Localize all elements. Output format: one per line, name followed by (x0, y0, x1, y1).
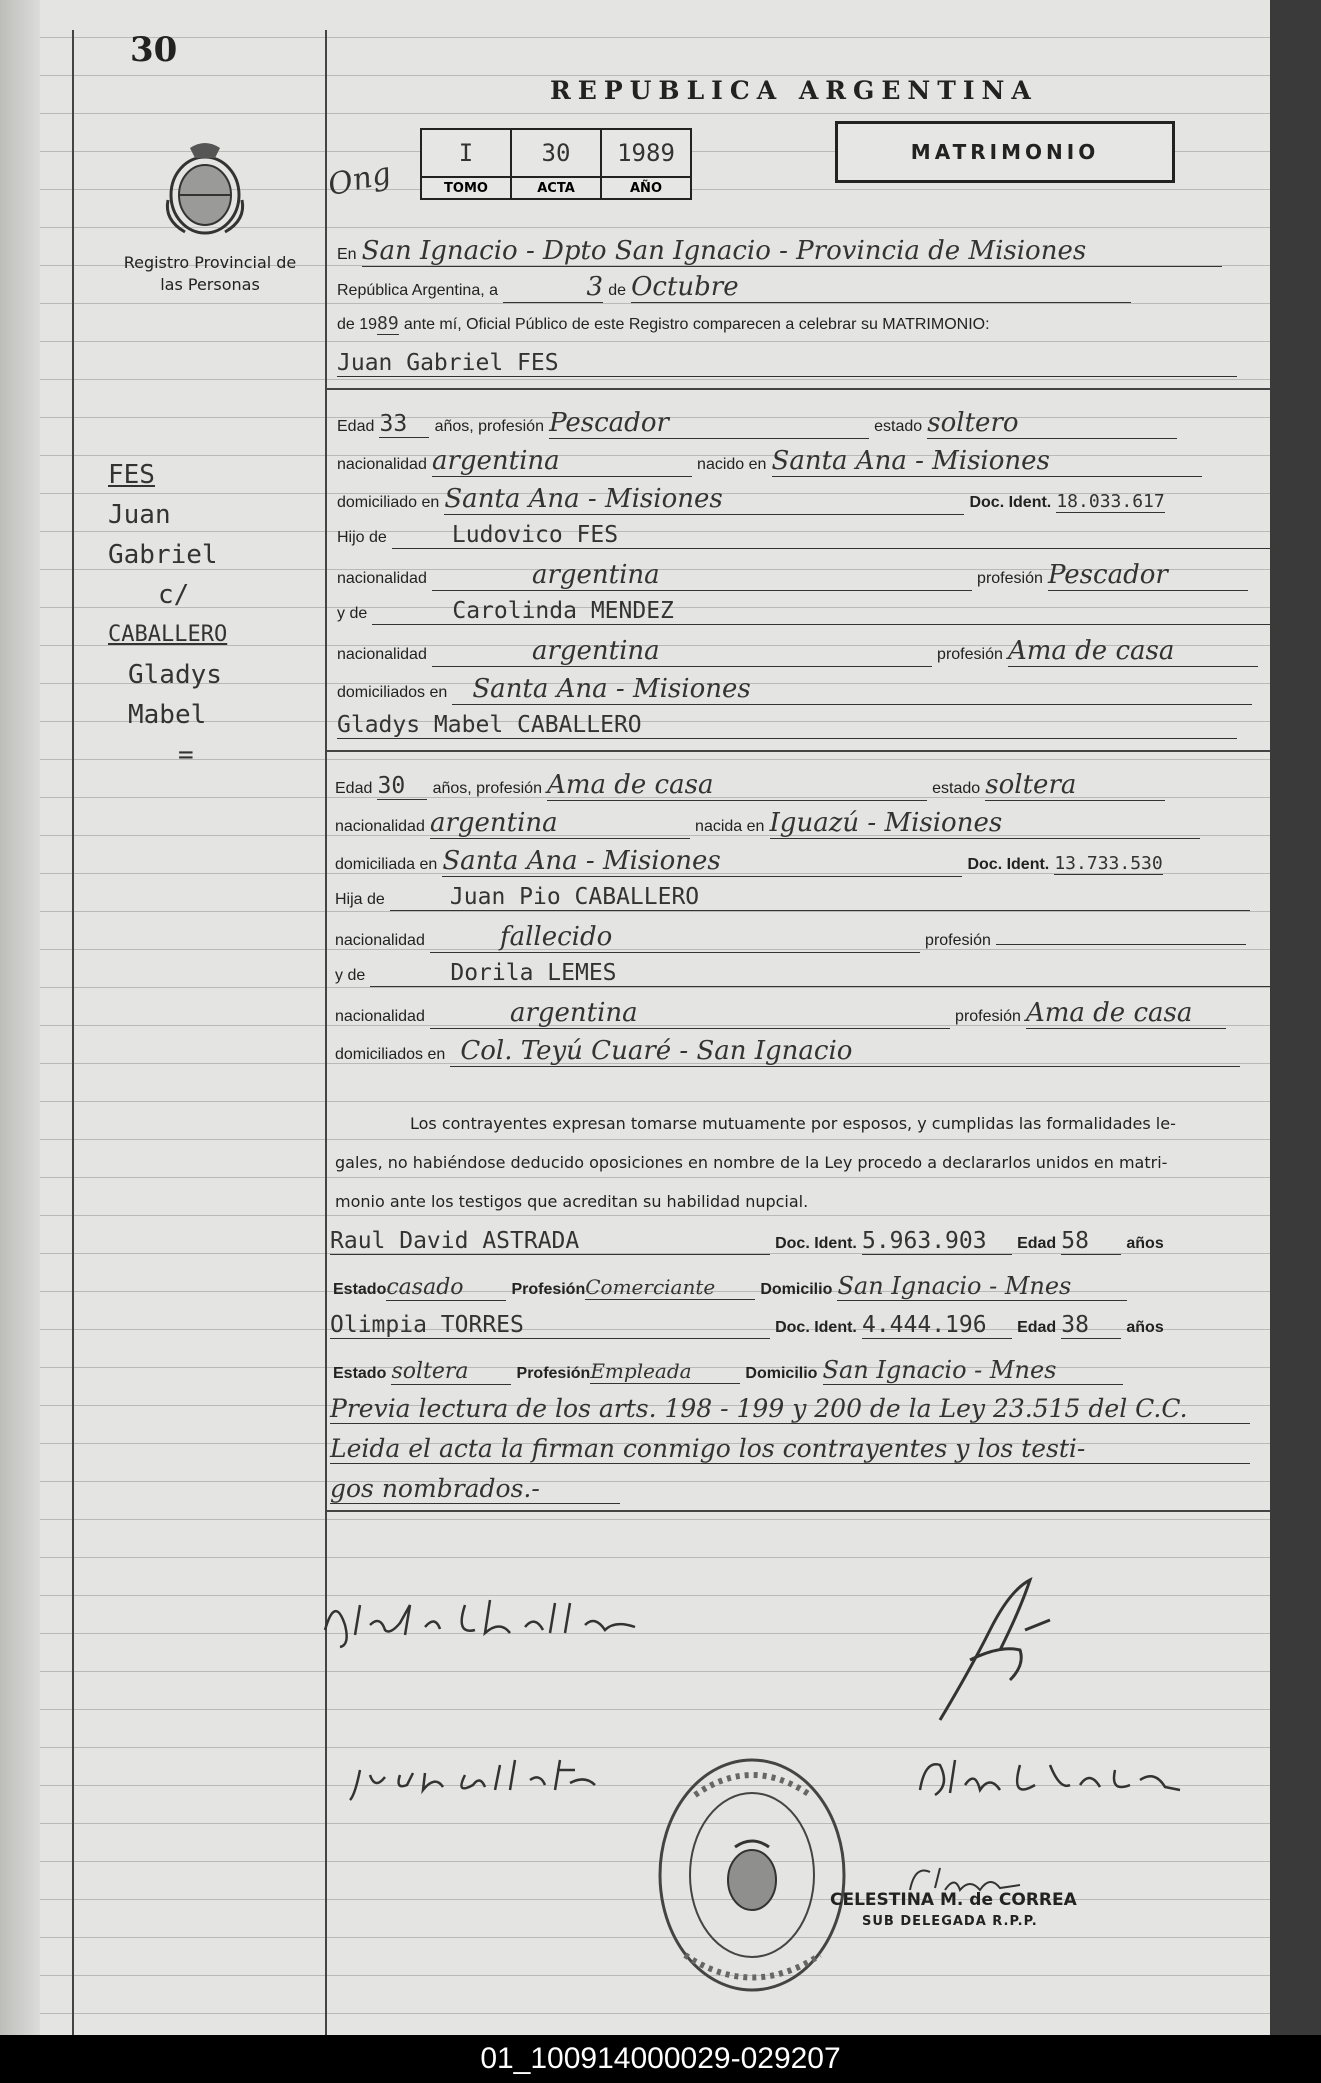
registry-reference-table (420, 128, 692, 200)
margin-note: c/ (158, 580, 190, 610)
note-text: Leida el acta la firman conmigo los contrayentes y los testi- (330, 1434, 1250, 1464)
profesion-label: Profesión (516, 1365, 591, 1382)
domiciliados-label: domiciliados en (337, 684, 448, 701)
witness1-row (330, 1228, 1164, 1255)
profesion-label: Profesión (511, 1281, 586, 1298)
officer-title: SUB DELEGADA R.P.P. (862, 1914, 1038, 1929)
registry-name: Registro Provincial de las Personas (123, 253, 297, 294)
witness2-age: 38 (1061, 1312, 1121, 1339)
hijo-label: Hijo de (337, 529, 387, 546)
declaration-line: Los contrayentes expresan tomarse mutuamente por esposos, y cumplidas las formalidades le- (410, 1114, 1176, 1133)
tomo-label: TOMO (421, 177, 511, 199)
margin-note: CABALLERO (108, 622, 228, 647)
bride-name-row (337, 712, 1237, 739)
domiciliado-label: domiciliado en (337, 494, 440, 511)
page-binding (0, 0, 40, 2035)
page-number: 30 (130, 30, 178, 70)
witness2-status: soltera (391, 1359, 511, 1385)
witness1-profession: Comerciante (585, 1275, 755, 1300)
year-value: 89 (377, 313, 399, 334)
groom-nationality-row (337, 446, 1202, 477)
witness1-status: casado (386, 1275, 506, 1301)
doc-label: Doc. Ident. (775, 1235, 857, 1252)
witness2-details-row (333, 1356, 1123, 1385)
witness2-name: Olimpia TORRES (330, 1312, 770, 1339)
nacionalidad-label: nacionalidad (335, 932, 425, 949)
groom-father-nationality: argentina (432, 560, 972, 591)
doc-label: Doc. Ident. (967, 856, 1050, 873)
yde-label: y de (337, 605, 368, 622)
bride-name: Gladys Mabel CABALLERO (337, 712, 1237, 739)
place-row (337, 236, 1222, 267)
groom-address: Santa Ana - Misiones (444, 484, 964, 515)
groom-mother: Carolinda MENDEZ (372, 598, 1270, 625)
groom-birthplace: Santa Ana - Misiones (772, 446, 1202, 477)
bride-marital-status: soltera (985, 770, 1165, 801)
bride-nationality: argentina (430, 808, 690, 839)
note-text: Previa lectura de los arts. 198 - 199 y 200 de la Ley 23.515 del C.C. (330, 1394, 1250, 1424)
tomo-value: I (421, 129, 511, 177)
groom-age: 33 (379, 411, 429, 438)
anos-label: años (1126, 1319, 1164, 1336)
estado-label: Estado (333, 1281, 387, 1298)
domiciliados-label: domiciliados en (335, 1046, 446, 1063)
bride-address-row (335, 846, 1163, 877)
anos-label: años, profesión (434, 418, 544, 435)
groom-father-profession: Pescador (1048, 560, 1248, 591)
estado-label: estado (874, 418, 923, 435)
estado-label: Estado (333, 1365, 387, 1382)
bride-doc: 13.733.530 (1054, 853, 1163, 874)
groom-mother-profession: Ama de casa (1008, 636, 1258, 667)
bride-father: Juan Pio CABALLERO (390, 884, 1250, 911)
annotation: Ong (325, 155, 395, 204)
bride-father-profession (996, 944, 1246, 945)
domicilio-label: Domicilio (745, 1365, 818, 1382)
bride-parents-address: Col. Teyú Cuaré - San Ignacio (450, 1036, 1240, 1067)
groom-father-row (337, 522, 1270, 549)
witness1-age: 58 (1061, 1228, 1121, 1255)
doc-label: Doc. Ident. (969, 494, 1052, 511)
country-heading: REPUBLICA ARGENTINA (550, 76, 1038, 105)
anio-label: AÑO (601, 177, 691, 199)
groom-age-row (337, 408, 1177, 439)
bride-age-row (335, 770, 1165, 801)
witness2-doc: 4.444.196 (862, 1312, 1012, 1339)
official-seal-icon (655, 1755, 850, 1995)
republica-label: República Argentina, a (337, 282, 498, 299)
notes-line (330, 1394, 1250, 1424)
margin-note: Gabriel (108, 540, 218, 570)
profesion-label: profesión (937, 646, 1003, 663)
groom-address-row (337, 484, 1165, 515)
note-text: gos nombrados.- (330, 1474, 620, 1504)
groom-father-nat-row (337, 560, 1248, 591)
bride-address: Santa Ana - Misiones (442, 846, 962, 877)
anio-value: 1989 (601, 129, 691, 177)
margin-note: FES (108, 460, 155, 490)
signature-groom (345, 1745, 605, 1805)
groom-mother-row (337, 598, 1270, 625)
statement-text: ante mí, Oficial Público de este Registro comparecen a celebrar su MATRIMONIO: (403, 316, 990, 333)
signature-officer (930, 1570, 1080, 1730)
signature-witness (910, 1745, 1190, 1805)
groom-marital-status: soltero (927, 408, 1177, 439)
witness1-name: Raul David ASTRADA (330, 1228, 770, 1255)
nacionalidad-label: nacionalidad (337, 570, 427, 587)
groom-profession: Pescador (549, 408, 869, 439)
edad-label: Edad (1017, 1235, 1057, 1252)
margin-note: Gladys (128, 660, 222, 690)
year-label: de 19 (337, 316, 378, 333)
section-divider (325, 750, 1270, 752)
scan-id-bar (0, 2035, 1321, 2083)
section-divider (325, 1510, 1270, 1512)
witness1-address: San Ignacio - Mnes (837, 1272, 1127, 1301)
anos-label: años (1126, 1235, 1164, 1252)
bride-father-nationality: fallecido (430, 922, 920, 953)
declaration-line: gales, no habiéndose deducido oposiciones en nombre de la Ley procedo a declararlos unidos en matri- (335, 1153, 1168, 1172)
nacido-label: nacido en (697, 456, 767, 473)
estado-label: estado (932, 780, 981, 797)
edad-label: Edad (335, 780, 373, 797)
witness1-details-row (333, 1272, 1127, 1301)
bride-age: 30 (377, 773, 427, 800)
officer-name: CELESTINA M. de CORREA (830, 1890, 1077, 1910)
en-label: En (337, 246, 357, 263)
acta-value: 30 (511, 129, 601, 177)
profesion-label: profesión (955, 1008, 1021, 1025)
groom-name-row (337, 350, 1237, 377)
bride-parents-address-row (335, 1036, 1240, 1067)
bride-profession: Ama de casa (547, 770, 927, 801)
margin-note: Mabel (128, 700, 207, 730)
statement-row (337, 313, 990, 335)
nacionalidad-label: nacionalidad (337, 646, 427, 663)
margin-notes (108, 455, 308, 775)
witness1-doc: 5.963.903 (862, 1228, 1012, 1255)
domicilio-label: Domicilio (760, 1281, 833, 1298)
profesion-label: profesión (925, 932, 991, 949)
notes-line (330, 1474, 620, 1504)
bride-nationality-row (335, 808, 1200, 839)
de-label: de (608, 282, 626, 299)
witness2-row (330, 1312, 1164, 1339)
month-value: Octubre (631, 272, 1131, 303)
margin-note: Juan (108, 500, 171, 530)
nacida-label: nacida en (695, 818, 765, 835)
bride-father-row (335, 884, 1250, 911)
edad-label: Edad (337, 418, 375, 435)
bride-birthplace: Iguazú - Misiones (770, 808, 1200, 839)
acta-label: ACTA (511, 177, 601, 199)
notes-line (330, 1434, 1250, 1464)
declaration-line: monio ante los testigos que acreditan su habilidad nupcial. (335, 1192, 809, 1211)
nacionalidad-label: nacionalidad (335, 1008, 425, 1025)
groom-nationality: argentina (432, 446, 692, 477)
section-divider (325, 388, 1270, 390)
margin-rule (72, 30, 74, 2035)
groom-name: Juan Gabriel FES (337, 350, 1237, 377)
witness2-profession: Empleada (590, 1359, 740, 1384)
groom-doc: 18.033.617 (1056, 491, 1165, 512)
scan-id: 01_100914000029-029207 (480, 2042, 841, 2075)
nacionalidad-label: nacionalidad (337, 456, 427, 473)
bride-father-nat-row (335, 922, 1246, 953)
groom-parents-address-row (337, 674, 1252, 705)
bride-mother-nationality: argentina (430, 998, 950, 1029)
place-value: San Ignacio - Dpto San Ignacio - Provincia de Misiones (362, 236, 1222, 267)
coat-of-arms-icon (160, 140, 250, 240)
bride-mother-nat-row (335, 998, 1226, 1029)
column-rule (325, 30, 327, 2035)
witness2-address: San Ignacio - Mnes (823, 1356, 1123, 1385)
margin-note: = (178, 740, 194, 770)
groom-father: Ludovico FES (392, 522, 1270, 549)
domiciliada-label: domiciliada en (335, 856, 438, 873)
yde-label: y de (335, 967, 366, 984)
date-row (337, 272, 1131, 303)
nacionalidad-label: nacionalidad (335, 818, 425, 835)
groom-mother-nationality: argentina (432, 636, 932, 667)
groom-mother-nat-row (337, 636, 1258, 667)
hija-label: Hija de (335, 891, 385, 908)
bride-mother: Dorila LEMES (370, 960, 1270, 987)
act-type-box: MATRIMONIO (835, 121, 1175, 183)
profesion-label: profesión (977, 570, 1043, 587)
day-value: 3 (503, 272, 603, 303)
bride-mother-profession: Ama de casa (1026, 998, 1226, 1029)
doc-label: Doc. Ident. (775, 1319, 857, 1336)
edad-label: Edad (1017, 1319, 1057, 1336)
groom-parents-address: Santa Ana - Misiones (452, 674, 1252, 705)
signature-bride (315, 1585, 655, 1655)
anos-label: años, profesión (432, 780, 542, 797)
declaration-text (335, 1104, 1255, 1221)
bride-mother-row (335, 960, 1270, 987)
